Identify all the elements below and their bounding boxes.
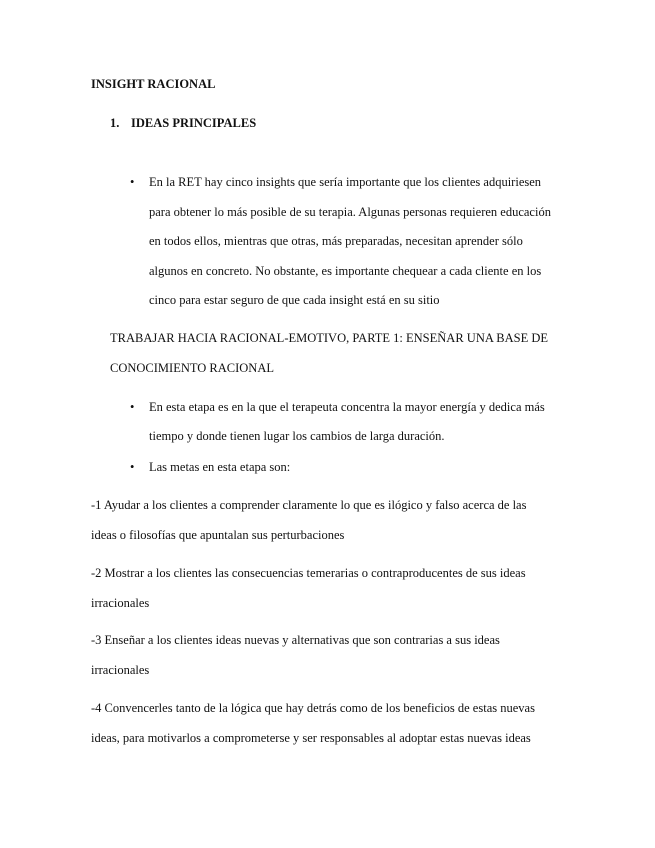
goal-line: irracionales	[91, 663, 150, 677]
paragraph-line: cinco para estar seguro de que cada insight está en su sitio	[149, 293, 440, 307]
goal-line: -1 Ayudar a los clientes a comprender claramente lo que es ilógico y falso acerca de las	[91, 498, 527, 512]
goal-line: -4 Convencerles tanto de la lógica que hay detrás como de los beneficios de estas nuevas	[91, 701, 535, 715]
goal-line: ideas, para motivarlos a comprometerse y ser responsables al adoptar estas nuevas ideas	[91, 731, 531, 745]
goal-line: -3 Enseñar a los clientes ideas nuevas y alternativas que son contrarias a sus ideas	[91, 633, 500, 647]
paragraph-line: en todos ellos, mientras que otras, más preparadas, necesitan aprender sólo	[149, 234, 523, 248]
paragraph-line: tiempo y donde tienen lugar los cambios de larga duración.	[149, 429, 445, 443]
paragraph-line: para obtener lo más posible de su terapia. Algunas personas requieren educación	[149, 205, 551, 219]
section-heading: IDEAS PRINCIPALES	[131, 116, 257, 130]
subheading-line: CONOCIMIENTO RACIONAL	[110, 361, 275, 375]
goal-line: ideas o filosofías que apuntalan sus perturbaciones	[91, 528, 345, 542]
bullet-icon: •	[130, 400, 135, 414]
bullet-icon: •	[130, 175, 135, 189]
paragraph-line: En la RET hay cinco insights que sería importante que los clientes adquiriesen	[149, 175, 542, 189]
subheading-line: TRABAJAR HACIA RACIONAL-EMOTIVO, PARTE 1: ENSEÑAR UNA BASE DE	[110, 331, 549, 345]
goal-line: irracionales	[91, 596, 150, 610]
bullet-icon: •	[130, 460, 135, 474]
section-number: 1.	[110, 116, 120, 130]
paragraph-line: Las metas en esta etapa son:	[149, 460, 291, 474]
goal-line: -2 Mostrar a los clientes las consecuencias temerarias o contraproducentes de sus ideas	[91, 566, 526, 580]
paragraph-line: algunos en concreto. No obstante, es importante chequear a cada cliente en los	[149, 264, 542, 278]
paragraph-line: En esta etapa es en la que el terapeuta concentra la mayor energía y dedica más	[149, 400, 545, 414]
document-title: INSIGHT RACIONAL	[91, 77, 216, 91]
